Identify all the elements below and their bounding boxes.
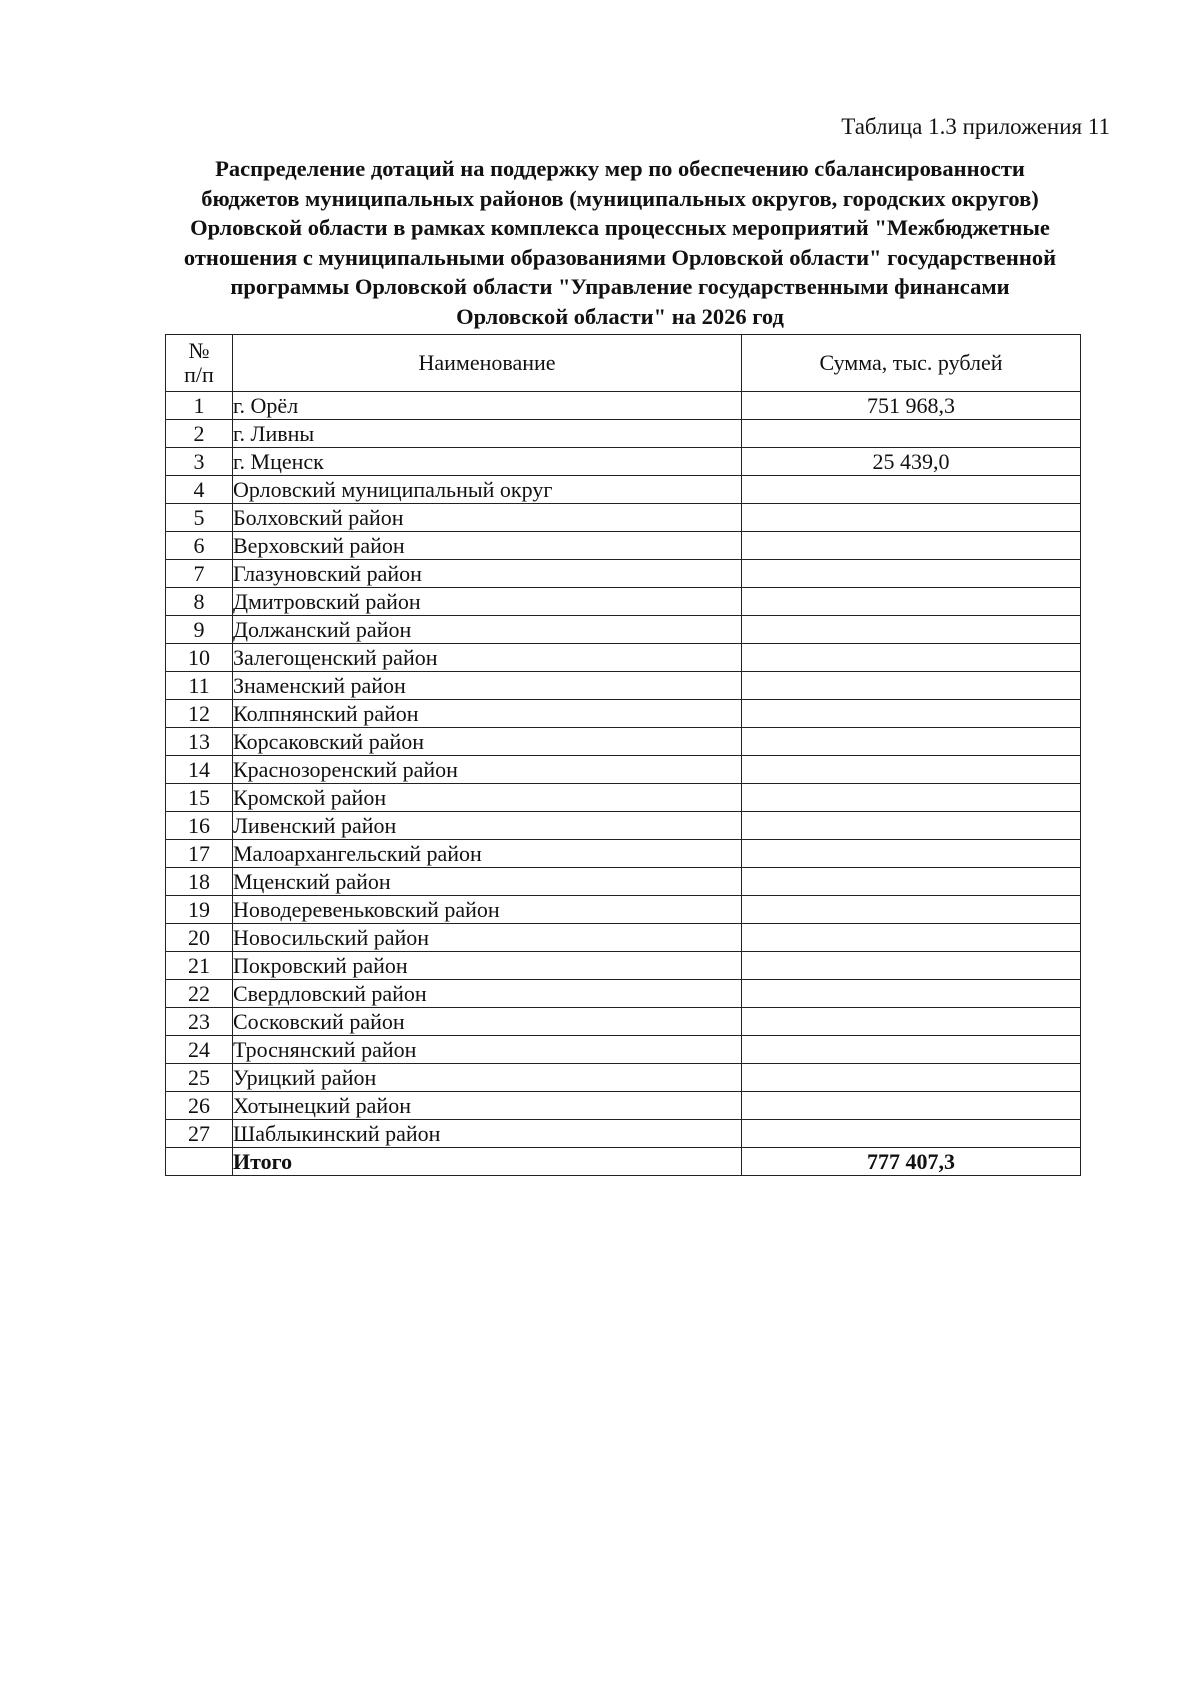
row-name: Новодеревеньковский район xyxy=(233,896,742,924)
row-name: Верховский район xyxy=(233,532,742,560)
row-name: Колпнянский район xyxy=(233,700,742,728)
row-sum xyxy=(742,840,1081,868)
row-sum xyxy=(742,616,1081,644)
row-name: Болховский район xyxy=(233,504,742,532)
title-line: бюджетов муниципальных районов (муниципальных округов, городских округов) xyxy=(201,185,1039,211)
row-name: Глазуновский район xyxy=(233,560,742,588)
row-name: Кромской район xyxy=(233,784,742,812)
row-number: 26 xyxy=(166,1092,233,1120)
table-header-row xyxy=(166,335,1081,392)
row-number: 25 xyxy=(166,1064,233,1092)
row-name: Залегощенский район xyxy=(233,644,742,672)
row-name: Урицкий район xyxy=(233,1064,742,1092)
row-number: 27 xyxy=(166,1120,233,1148)
table-row xyxy=(166,392,1081,420)
row-name: Малоархангельский район xyxy=(233,840,742,868)
row-sum xyxy=(742,728,1081,756)
row-sum xyxy=(742,700,1081,728)
row-sum xyxy=(742,756,1081,784)
row-number: 3 xyxy=(166,448,233,476)
row-number: 7 xyxy=(166,560,233,588)
table-row xyxy=(166,868,1081,896)
header-number-line2: п/п xyxy=(184,362,214,387)
row-sum: 25 439,0 xyxy=(742,448,1081,476)
row-name: Троснянский район xyxy=(233,1036,742,1064)
table-body xyxy=(166,392,1081,1176)
header-number-line1: № xyxy=(188,338,210,363)
row-name: Орловский муниципальный округ xyxy=(233,476,742,504)
table-row xyxy=(166,952,1081,980)
table-row xyxy=(166,560,1081,588)
row-sum xyxy=(742,560,1081,588)
row-sum xyxy=(742,1036,1081,1064)
row-sum xyxy=(742,924,1081,952)
row-number: 14 xyxy=(166,756,233,784)
table-row xyxy=(166,896,1081,924)
row-number: 15 xyxy=(166,784,233,812)
row-sum xyxy=(742,980,1081,1008)
row-name: Знаменский район xyxy=(233,672,742,700)
table-row xyxy=(166,980,1081,1008)
row-name: Дмитровский район xyxy=(233,588,742,616)
row-name: г. Ливны xyxy=(233,420,742,448)
row-number: 5 xyxy=(166,504,233,532)
table-row xyxy=(166,588,1081,616)
row-sum xyxy=(742,784,1081,812)
row-sum xyxy=(742,1120,1081,1148)
table-row xyxy=(166,700,1081,728)
row-sum xyxy=(742,476,1081,504)
table-row xyxy=(166,616,1081,644)
row-number: 22 xyxy=(166,980,233,1008)
row-sum xyxy=(742,644,1081,672)
row-sum xyxy=(742,952,1081,980)
document-title xyxy=(140,154,1100,331)
row-name: Новосильский район xyxy=(233,924,742,952)
table-row xyxy=(166,1092,1081,1120)
row-number: 6 xyxy=(166,532,233,560)
row-number: 12 xyxy=(166,700,233,728)
table-row xyxy=(166,420,1081,448)
row-sum xyxy=(742,532,1081,560)
subsidy-table xyxy=(165,334,1081,1176)
row-sum xyxy=(742,812,1081,840)
row-name: Хотынецкий район xyxy=(233,1092,742,1120)
row-sum xyxy=(742,1092,1081,1120)
title-line: Орловской области в рамках комплекса процессных мероприятий "Межбюджетные xyxy=(190,215,1050,240)
row-sum xyxy=(742,420,1081,448)
row-number: 17 xyxy=(166,840,233,868)
table-row xyxy=(166,784,1081,812)
row-number: 1 xyxy=(166,392,233,420)
table-row xyxy=(166,1120,1081,1148)
total-label: Итого xyxy=(233,1148,742,1176)
table-row xyxy=(166,672,1081,700)
table-row xyxy=(166,924,1081,952)
table-row xyxy=(166,504,1081,532)
row-sum xyxy=(742,896,1081,924)
header-name: Наименование xyxy=(233,335,742,392)
row-name: Свердловский район xyxy=(233,980,742,1008)
row-number: 4 xyxy=(166,476,233,504)
title-line: Распределение дотаций на поддержку мер по обеспечению сбалансированности xyxy=(215,156,1025,181)
row-sum xyxy=(742,1008,1081,1036)
table-row xyxy=(166,840,1081,868)
row-sum xyxy=(742,504,1081,532)
row-name: Покровский район xyxy=(233,952,742,980)
row-sum: 751 968,3 xyxy=(742,392,1081,420)
title-line: Орловской области" на 2026 год xyxy=(456,303,784,329)
row-number: 11 xyxy=(166,672,233,700)
table-row xyxy=(166,1064,1081,1092)
row-name: Шаблыкинский район xyxy=(233,1120,742,1148)
row-name: Сосковский район xyxy=(233,1008,742,1036)
row-name: г. Мценск xyxy=(233,448,742,476)
table-row xyxy=(166,532,1081,560)
row-number: 20 xyxy=(166,924,233,952)
row-number: 21 xyxy=(166,952,233,980)
row-name: Ливенский район xyxy=(233,812,742,840)
row-name: Должанский район xyxy=(233,616,742,644)
row-number: 24 xyxy=(166,1036,233,1064)
table-row xyxy=(166,728,1081,756)
row-sum xyxy=(742,1064,1081,1092)
table-row xyxy=(166,476,1081,504)
row-name: Краснозоренский район xyxy=(233,756,742,784)
annex-label: Таблица 1.3 приложения 11 xyxy=(841,114,1110,139)
row-name: Мценский район xyxy=(233,868,742,896)
title-line: отношения с муниципальными образованиями Орловской области" государственной xyxy=(183,244,1057,270)
title-line: программы Орловской области "Управление государственными финансами xyxy=(230,274,1010,299)
row-sum xyxy=(742,588,1081,616)
row-name: Корсаковский район xyxy=(233,728,742,756)
row-number: 8 xyxy=(166,588,233,616)
row-number: 23 xyxy=(166,1008,233,1036)
total-sum: 777 407,3 xyxy=(742,1148,1081,1176)
row-name: г. Орёл xyxy=(233,392,742,420)
row-number: 19 xyxy=(166,896,233,924)
header-sum: Сумма, тыс. рублей xyxy=(742,335,1081,392)
table-row xyxy=(166,644,1081,672)
row-number: 10 xyxy=(166,644,233,672)
table-row xyxy=(166,1008,1081,1036)
row-sum xyxy=(742,868,1081,896)
table-row xyxy=(166,448,1081,476)
table-row xyxy=(166,812,1081,840)
row-number: 18 xyxy=(166,868,233,896)
table-row xyxy=(166,756,1081,784)
total-number-cell xyxy=(166,1148,233,1176)
header-number xyxy=(166,335,233,392)
row-number: 9 xyxy=(166,616,233,644)
row-number: 2 xyxy=(166,420,233,448)
row-number: 13 xyxy=(166,728,233,756)
row-sum xyxy=(742,672,1081,700)
total-row xyxy=(166,1148,1081,1176)
row-number: 16 xyxy=(166,812,233,840)
table-row xyxy=(166,1036,1081,1064)
